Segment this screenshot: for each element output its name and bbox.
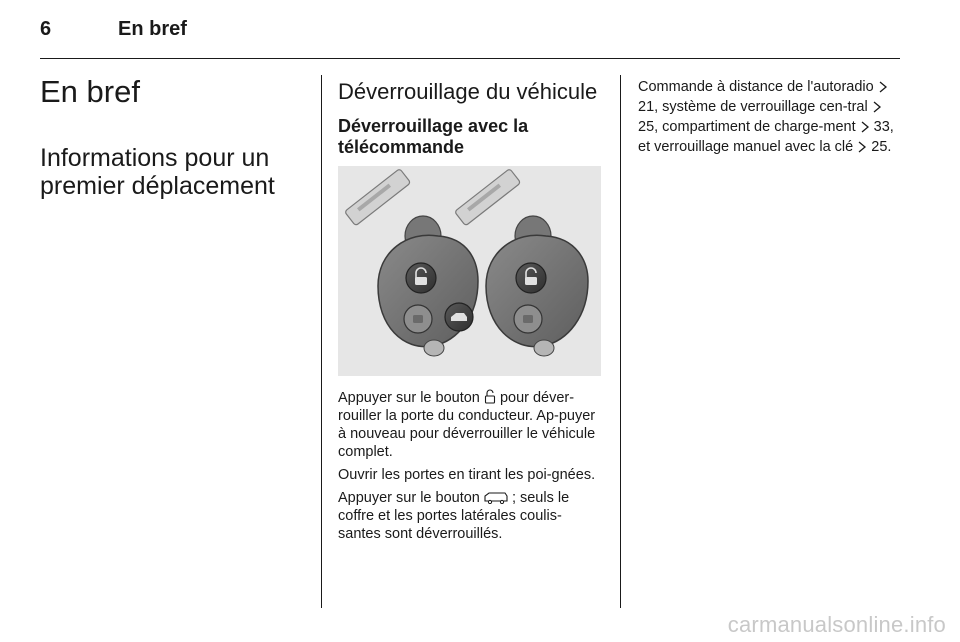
- van-icon: [484, 492, 508, 504]
- section-heading: Déverrouillage du véhicule: [338, 79, 598, 104]
- remote-keys-svg: [338, 166, 601, 376]
- running-title: En bref: [118, 18, 187, 40]
- paragraph-text: ; seuls le coffre et les portes latérales coulis-santes sont déverrouillés.: [338, 490, 570, 542]
- page-number: 6: [40, 18, 52, 40]
- column-1: [40, 74, 310, 200]
- column-3: [638, 78, 904, 158]
- reference-arrow-icon: [860, 120, 870, 138]
- section-title: Informations pour un premier déplacement: [40, 144, 275, 200]
- column-2-body: [338, 389, 604, 548]
- subsection-heading: Déverrouillage avec la télécommande: [338, 116, 529, 157]
- paragraph-handles: Ouvrir les portes en tirant les poi-gnées.: [338, 467, 596, 483]
- paragraph-text: 33, et verrouillage manuel avec la clé: [638, 119, 894, 155]
- paragraph-text: 25.: [871, 139, 892, 155]
- unlock-icon: [484, 389, 496, 404]
- watermark: carmanualsonline.info: [727, 612, 946, 637]
- remote-key-left: [345, 169, 478, 356]
- paragraph-text: 21, système de verrouillage cen-tral: [638, 99, 868, 115]
- column-divider-1: [321, 75, 322, 608]
- column-2-headings: [338, 79, 604, 158]
- paragraph-text: 25, compartiment de charge-ment: [638, 119, 856, 135]
- reference-arrow-icon: [857, 140, 867, 158]
- reference-arrow-icon: [872, 100, 882, 118]
- column-divider-2: [620, 75, 621, 608]
- reference-arrow-icon: [878, 80, 888, 98]
- paragraph-text: Appuyer sur le bouton: [338, 490, 480, 506]
- cross-reference-paragraph: [638, 78, 904, 158]
- page-header: [40, 18, 900, 58]
- paragraph-unlock-cargo: [338, 489, 604, 543]
- paragraph-text: pour déver-rouiller la porte du conducteur. Ap-puyer à nouveau pour déverrouiller le véhicule complet.: [338, 390, 596, 460]
- chapter-title: En bref: [40, 74, 140, 109]
- paragraph-text: Appuyer sur le bouton: [338, 390, 480, 406]
- remote-keys-illustration: [338, 166, 601, 376]
- paragraph-text: Commande à distance de l'autoradio: [638, 79, 874, 95]
- paragraph-unlock-driver: [338, 389, 604, 461]
- header-rule: [40, 58, 900, 59]
